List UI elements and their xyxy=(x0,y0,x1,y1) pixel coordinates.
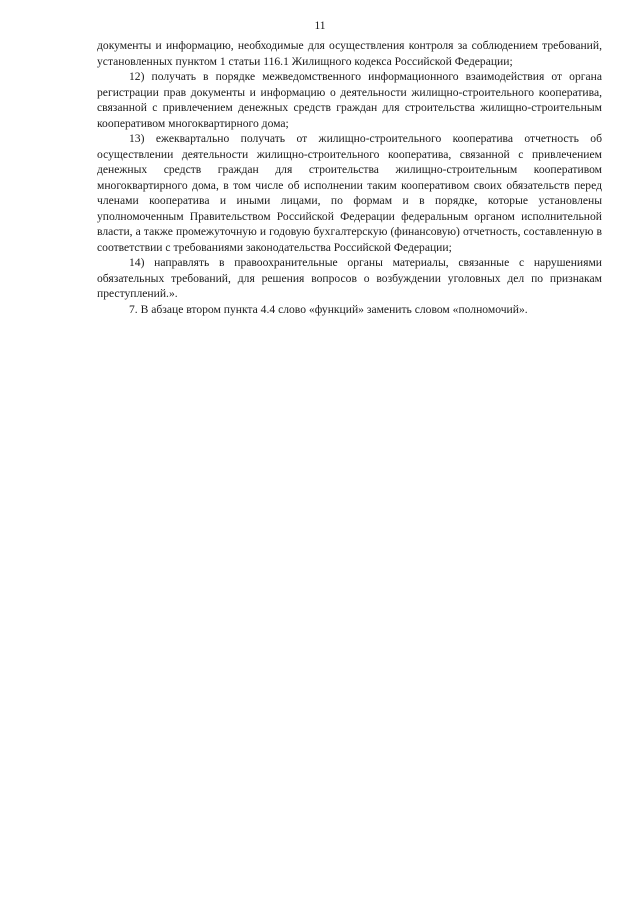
page-number: 11 xyxy=(314,20,326,32)
paragraph-item-13: 13) ежеквартально получать от жилищно-строительного кооператива отчетность об осуществлении деятельности жилищно-строительного кооператива, связанной с привлечением денежных средств граждан для строительства жилищно-строительным кооперативом многоквартирного дома, в том числе об исполнении таким кооперативом своих обязательств перед членами кооператива и иными лицами, по формам и в порядке, которые установлены уполномоченным Правительством Российской Федерации федеральным органом исполнительной власти, а также промежуточную и годовую бухгалтерскую (финансовую) отчетность, составленную в соответствии с требованиями законодательства Российской Федерации; xyxy=(97,132,602,254)
paragraph-item-12: 12) получать в порядке межведомственного информационного взаимодействия от органа регистрации прав документы и информацию о деятельности жилищно-строительного кооператива, связанной с привлечением денежных средств граждан для строительства жилищно-строительным кооперативом многоквартирного дома; xyxy=(97,70,602,130)
paragraph-continuation: документы и информацию, необходимые для осуществления контроля за соблюдением требований, установленных пунктом 1 статьи 116.1 Жилищного кодекса Российской Федерации; xyxy=(97,39,602,68)
document-body xyxy=(97,38,602,317)
paragraph-item-14: 14) направлять в правоохранительные органы материалы, связанные с нарушениями обязательных требований, для решения вопросов о возбуждении уголовных дел по признакам преступлений.». xyxy=(97,256,602,300)
paragraph-item-7: 7. В абзаце втором пункта 4.4 слово «функций» заменить словом «полномочий». xyxy=(129,302,528,316)
